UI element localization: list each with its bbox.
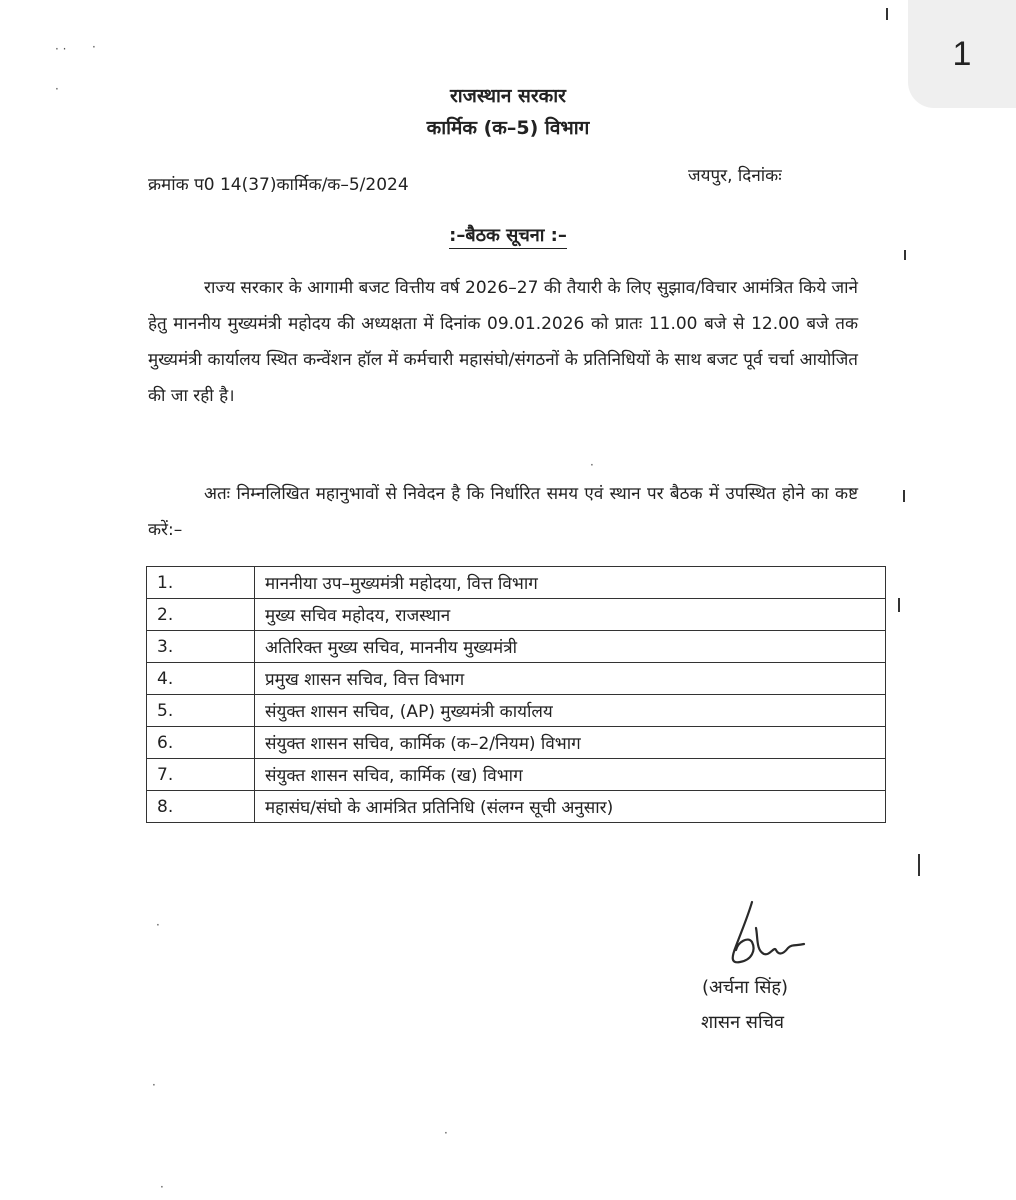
table-row xyxy=(147,567,886,599)
notice-heading xyxy=(0,223,1016,247)
notice-heading-text: :–बैठक सूचना :– xyxy=(449,225,567,249)
scan-mark xyxy=(904,250,906,260)
row-number: 7. xyxy=(147,759,255,791)
table-row xyxy=(147,759,886,791)
place-date: जयपुर, दिनांकः xyxy=(688,166,782,186)
table-row xyxy=(147,727,886,759)
attendee-name: महासंघ/संघो के आमंत्रित प्रतिनिधि (संलग्न सूची अनुसार) xyxy=(255,791,886,823)
scan-speck: · xyxy=(590,458,594,472)
attendee-name: संयुक्त शासन सचिव, (AP) मुख्यमंत्री कार्यालय xyxy=(255,695,886,727)
page-number: 1 xyxy=(952,34,972,73)
attendee-name: मुख्य सचिव महोदय, राजस्थान xyxy=(255,599,886,631)
row-number: 4. xyxy=(147,663,255,695)
scan-speck: · xyxy=(55,82,59,96)
row-number: 6. xyxy=(147,727,255,759)
table-row xyxy=(147,599,886,631)
reference-number: क्रमांक प0 14(37)कार्मिक/क–5/2024 xyxy=(148,175,409,195)
scan-speck: · xyxy=(156,918,160,932)
request-paragraph: अतः निम्नलिखित महानुभावों से निवेदन है कि निर्धारित समय एवं स्थान पर बैठक में उपस्थित होने का कष्ट करें:– xyxy=(148,484,858,540)
attendee-name: संयुक्त शासन सचिव, कार्मिक (क–2/नियम) विभाग xyxy=(255,727,886,759)
row-number: 8. xyxy=(147,791,255,823)
table-row xyxy=(147,695,886,727)
row-number: 5. xyxy=(147,695,255,727)
government-title: राजस्थान सरकार xyxy=(450,85,566,107)
intro-paragraph: राज्य सरकार के आगामी बजट वित्तीय वर्ष 2026–27 की तैयारी के लिए सुझाव/विचार आमंत्रित किये जाने हेतु माननीय मुख्यमंत्री महोदय की अध्यक्षता में दिनांक 09.01.2026 को प्रातः 11.00 बजे से 12.00 बजे तक मुख्यमंत्री कार्यालय स्थित कन्वेंशन हॉल में कर्मचारी महासंघो/संगठनों के प्रतिनिधियों के साथ बजट पूर्व चर्चा आयोजित की जा रही है। xyxy=(148,278,858,406)
signatory-name: (अर्चना सिंह) xyxy=(702,977,788,998)
scan-speck: · · xyxy=(55,42,67,56)
attendee-name: प्रमुख शासन सचिव, वित्त विभाग xyxy=(255,663,886,695)
scan-mark xyxy=(918,854,920,876)
scan-mark xyxy=(903,490,905,502)
scan-speck: · xyxy=(92,40,96,54)
scan-speck: · xyxy=(444,1126,448,1140)
row-number: 1. xyxy=(147,567,255,599)
table-row xyxy=(147,663,886,695)
scan-mark xyxy=(886,8,888,20)
table-row xyxy=(147,791,886,823)
row-number: 2. xyxy=(147,599,255,631)
table-row xyxy=(147,631,886,663)
attendee-name: अतिरिक्त मुख्य सचिव, माननीय मुख्यमंत्री xyxy=(255,631,886,663)
handwritten-signature xyxy=(712,898,812,978)
attendee-name: माननीया उप–मुख्यमंत्री महोदया, वित्त विभाग xyxy=(255,567,886,599)
signatory-title: शासन सचिव xyxy=(701,1012,785,1033)
attendee-name: संयुक्त शासन सचिव, कार्मिक (ख) विभाग xyxy=(255,759,886,791)
attendee-table xyxy=(146,566,886,823)
scan-speck: · xyxy=(152,1078,156,1092)
scan-speck: · xyxy=(160,1180,164,1194)
scan-mark xyxy=(898,598,900,612)
row-number: 3. xyxy=(147,631,255,663)
page-number-badge xyxy=(908,0,1016,108)
department-title: कार्मिक (क–5) विभाग xyxy=(426,117,590,139)
